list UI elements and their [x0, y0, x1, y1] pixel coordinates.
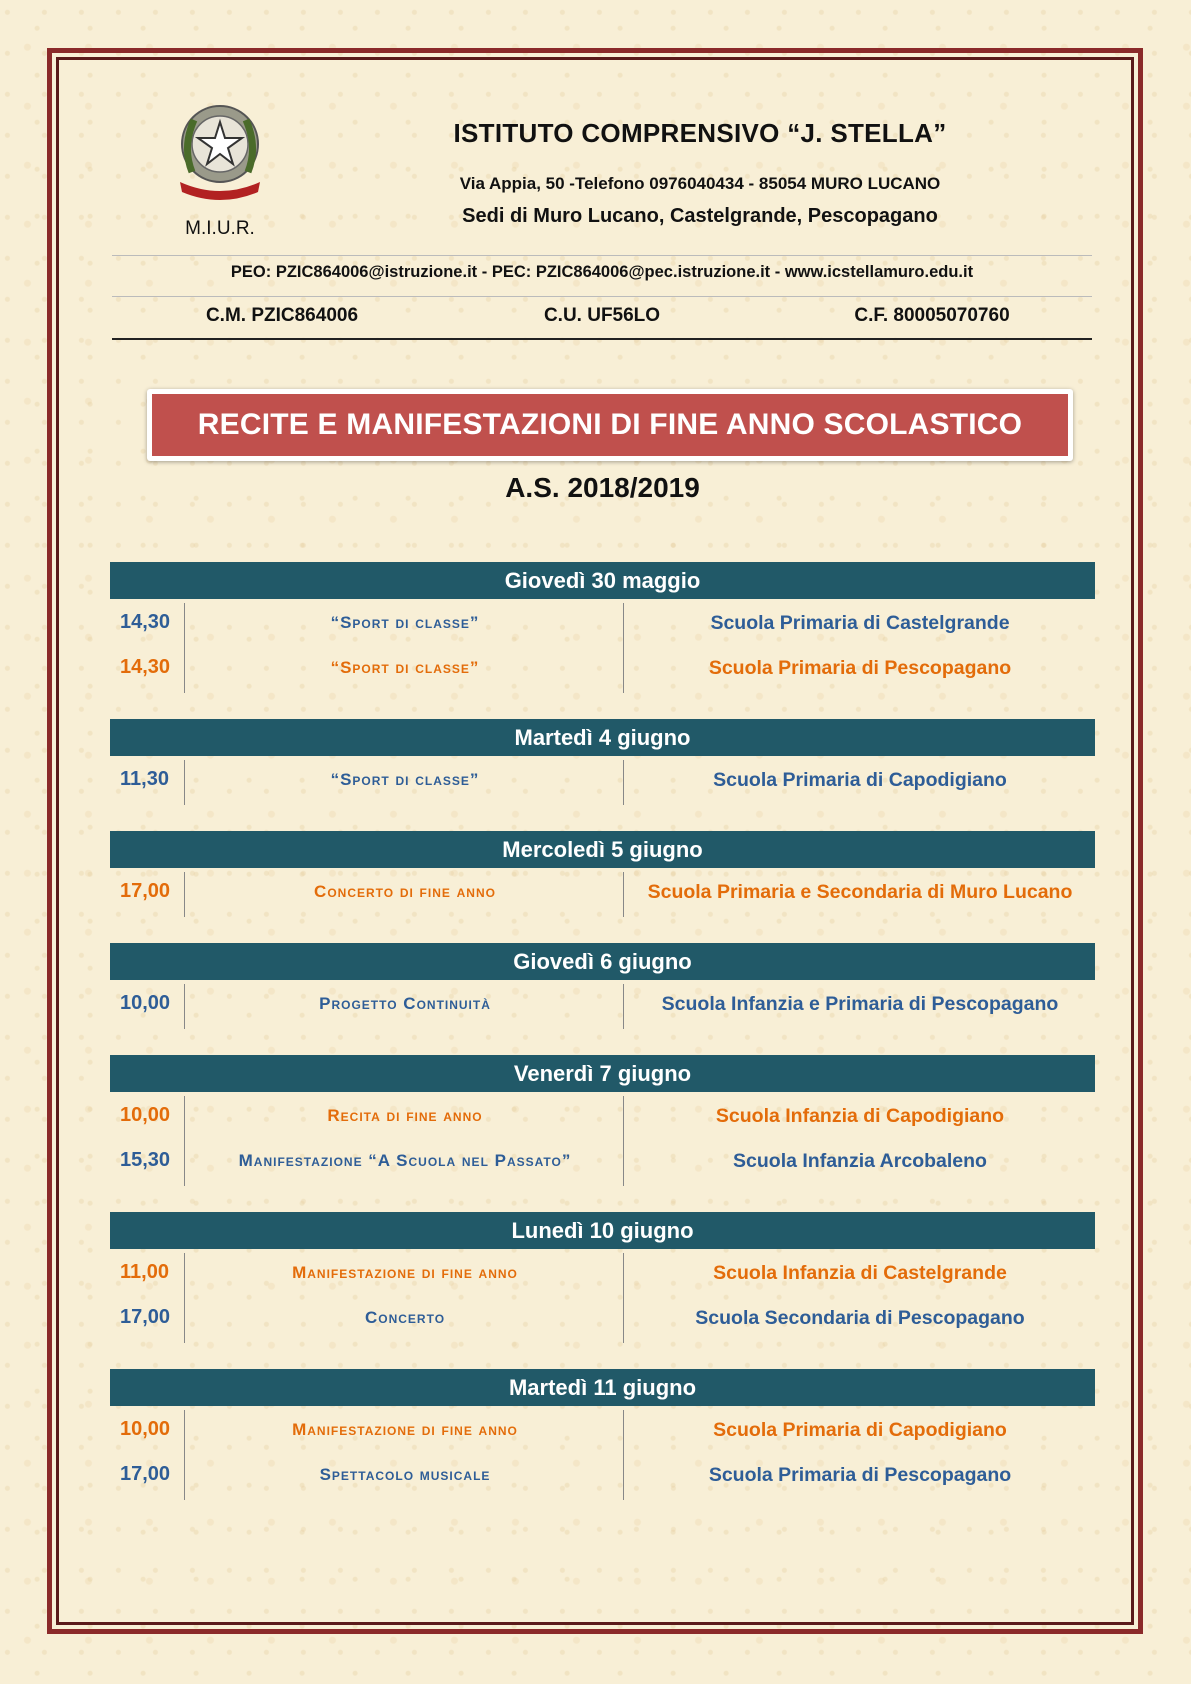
- event-row: [110, 1096, 1095, 1141]
- event-time: 10,00: [120, 1104, 171, 1126]
- day-header: Venerdì 7 giugno: [110, 1055, 1095, 1092]
- event-time: 17,00: [120, 880, 171, 902]
- event-name: Concerto di fine anno: [314, 882, 496, 901]
- day-block: [110, 562, 1095, 699]
- cf-code: C.F. 80005070760: [854, 305, 1010, 326]
- day-block: [110, 943, 1095, 1035]
- event-school: Scuola Infanzia di Capodigiano: [715, 1105, 1005, 1127]
- day-header: Giovedì 30 maggio: [110, 562, 1095, 599]
- event-school: Scuola Infanzia Arcobaleno: [733, 1150, 987, 1172]
- event-school: Scuola Primaria di Castelgrande: [710, 612, 1010, 634]
- event-name: “Sport di classe”: [330, 658, 480, 677]
- day-header: Martedì 11 giugno: [110, 1369, 1095, 1406]
- spacer: [110, 1349, 1095, 1369]
- event-row: [110, 1410, 1095, 1455]
- event-row: [110, 1298, 1095, 1343]
- schedule: [110, 562, 1095, 1506]
- event-row: [110, 1141, 1095, 1186]
- event-school: Scuola Infanzia di Castelgrande: [713, 1262, 1007, 1284]
- institute-address: Via Appia, 50 -Telefono 0976040434 - 85054 MURO LUCANO: [459, 174, 941, 193]
- day-block: [110, 1055, 1095, 1192]
- spacer: [110, 811, 1095, 831]
- contacts-line: PEO: PZIC864006@istruzione.it - PEC: PZIC864006@pec.istruzione.it - www.icstellamuro.edu.it: [230, 263, 974, 281]
- event-name: “Sport di classe”: [330, 770, 480, 789]
- repubblica-italiana-emblem-icon: [172, 102, 268, 206]
- event-name: “Sport di classe”: [330, 613, 480, 632]
- banner-title: RECITE E MANIFESTAZIONI DI FINE ANNO SCOLASTICO: [152, 394, 1068, 456]
- event-school: Scuola Secondaria di Pescopagano: [695, 1307, 1025, 1329]
- event-row: [110, 1455, 1095, 1500]
- event-time: 15,30: [120, 1149, 171, 1171]
- event-time: 17,00: [120, 1463, 171, 1485]
- institute-sites: Sedi di Muro Lucano, Castelgrande, Pescopagano: [462, 205, 938, 227]
- event-name: Manifestazione di fine anno: [292, 1420, 518, 1439]
- divider: [112, 296, 1092, 297]
- day-events: [110, 980, 1095, 1035]
- title-banner: [147, 389, 1073, 461]
- event-row: [110, 603, 1095, 648]
- day-events: [110, 599, 1095, 699]
- event-school: Scuola Infanzia e Primaria di Pescopagano: [661, 993, 1059, 1015]
- day-events: [110, 1249, 1095, 1349]
- event-row: [110, 984, 1095, 1029]
- divider: [112, 338, 1092, 340]
- event-name: Recita di fine anno: [327, 1106, 483, 1125]
- event-name: Manifestazione “A Scuola nel Passato”: [238, 1151, 572, 1170]
- event-time: 14,30: [120, 611, 171, 633]
- spacer: [110, 699, 1095, 719]
- day-header: Giovedì 6 giugno: [110, 943, 1095, 980]
- event-time: 14,30: [120, 656, 171, 678]
- day-block: [110, 1212, 1095, 1349]
- institute-name: ISTITUTO COMPRENSIVO “J. STELLA”: [453, 118, 947, 148]
- event-name: Manifestazione di fine anno: [292, 1263, 518, 1282]
- day-events: [110, 868, 1095, 923]
- codes-line: [112, 305, 1092, 329]
- event-row: [110, 648, 1095, 693]
- day-header: Mercoledì 5 giugno: [110, 831, 1095, 868]
- event-name: Concerto: [364, 1308, 446, 1327]
- event-school: Scuola Primaria di Capodigiano: [713, 1419, 1007, 1441]
- event-time: 11,30: [120, 768, 169, 790]
- day-events: [110, 1406, 1095, 1506]
- cm-code: C.M. PZIC864006: [205, 305, 359, 326]
- event-row: [110, 872, 1095, 917]
- day-block: [110, 719, 1095, 811]
- day-block: [110, 1369, 1095, 1506]
- miur-label: M.I.U.R.: [185, 218, 255, 239]
- day-header: Martedì 4 giugno: [110, 719, 1095, 756]
- spacer: [110, 1192, 1095, 1212]
- event-school: Scuola Primaria di Pescopagano: [708, 1464, 1012, 1486]
- day-events: [110, 756, 1095, 811]
- spacer: [110, 1035, 1095, 1055]
- event-name: Spettacolo musicale: [319, 1465, 491, 1484]
- event-row: [110, 1253, 1095, 1298]
- event-row: [110, 760, 1095, 805]
- day-header: Lunedì 10 giugno: [110, 1212, 1095, 1249]
- spacer: [110, 923, 1095, 943]
- event-name: Progetto Continuità: [319, 994, 491, 1013]
- cu-code: C.U. UF56LO: [543, 305, 661, 326]
- day-block: [110, 831, 1095, 923]
- divider: [112, 255, 1092, 256]
- event-time: 10,00: [120, 992, 171, 1014]
- event-time: 11,00: [120, 1261, 169, 1283]
- event-school: Scuola Primaria di Capodigiano: [713, 769, 1007, 791]
- day-events: [110, 1092, 1095, 1192]
- event-time: 10,00: [120, 1418, 171, 1440]
- event-school: Scuola Primaria di Pescopagano: [708, 657, 1012, 679]
- event-school: Scuola Primaria e Secondaria di Muro Lucano: [647, 881, 1073, 903]
- event-time: 17,00: [120, 1306, 171, 1328]
- school-year: A.S. 2018/2019: [505, 472, 700, 503]
